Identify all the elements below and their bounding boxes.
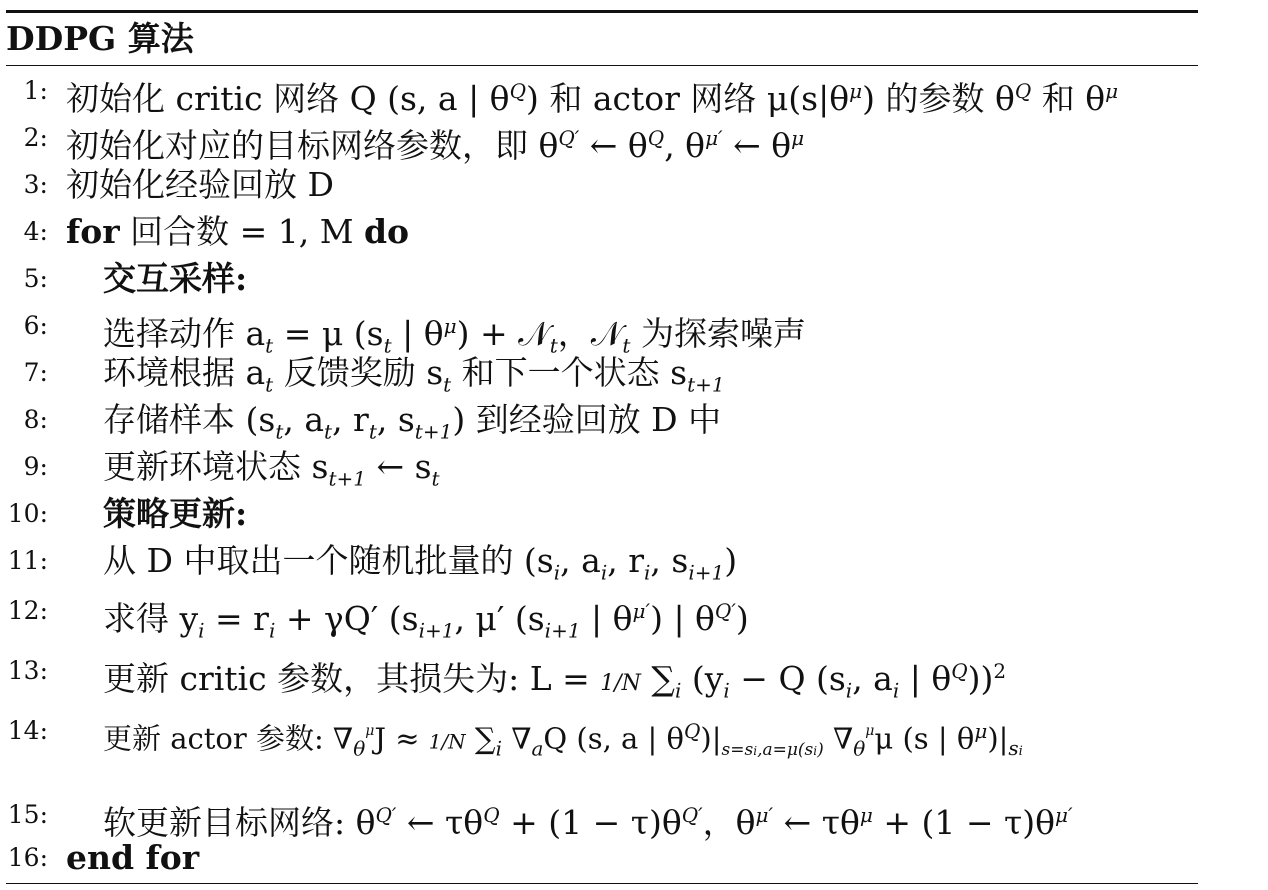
text-part: )) <box>967 659 994 698</box>
subscript: t <box>383 333 392 358</box>
subscript: i <box>553 560 561 585</box>
subscript: t <box>324 419 333 444</box>
superscript: μ <box>974 719 988 743</box>
sub-part: i <box>753 744 758 759</box>
text-part: 环境根据 a <box>103 353 266 392</box>
text-part: ，𝒩 <box>557 314 623 353</box>
line-text: 初始化经验回放 D <box>66 165 334 204</box>
text-part: μ (s | θ <box>874 721 975 756</box>
subscript: t+1 <box>687 372 725 397</box>
text-part: 更新 actor 参数: ∇ <box>103 721 354 756</box>
text-part: ) 的参数 θ <box>862 79 1015 118</box>
line-number: 6: <box>23 311 48 340</box>
superscript: μ <box>1105 79 1119 103</box>
text-part: J ≈ <box>374 721 429 756</box>
algorithm-title: DDPG 算法 <box>6 19 194 58</box>
subscript-sup: μ <box>865 723 875 739</box>
line-text <box>66 115 804 169</box>
subscript: i <box>600 560 608 585</box>
text-part: 更新环境状态 s <box>103 447 329 486</box>
line-number: 9: <box>23 452 48 481</box>
subscript: t <box>275 419 284 444</box>
line-number: 5: <box>23 264 48 293</box>
fraction: 1/N <box>600 671 641 696</box>
line-number: 4: <box>23 217 48 246</box>
text-part: ← θ <box>579 126 648 165</box>
text-part: ← τθ <box>396 803 484 842</box>
subscript: i <box>892 678 900 703</box>
text-part: ) | θ <box>650 599 715 638</box>
superscript: μ′ <box>755 803 774 827</box>
text-part: − Q (s <box>729 659 846 698</box>
superscript: μ′ <box>632 599 651 623</box>
bottom-rule <box>6 883 1198 884</box>
line-number: 12: <box>7 596 48 625</box>
section-heading: 交互采样: <box>103 259 248 298</box>
text-part: = r <box>204 599 269 638</box>
text-part: ) 和 actor 网络 μ(s|θ <box>525 79 850 118</box>
line-number: 16: <box>7 843 48 872</box>
subscript: i+1 <box>418 618 455 643</box>
text-part: , s <box>376 400 415 439</box>
line-number: 11: <box>7 546 48 575</box>
subscript-eval <box>1008 736 1022 760</box>
subscript: t+1 <box>328 466 366 491</box>
superscript: Q <box>684 719 701 743</box>
text-part: 从 D 中取出一个随机批量的 (s <box>103 541 554 580</box>
line-number: 10: <box>7 499 48 528</box>
text-part: , a <box>560 541 601 580</box>
text-part: + (1 − τ)θ <box>872 803 1055 842</box>
subscript: i <box>674 678 682 703</box>
text-part: , r <box>607 541 644 580</box>
subscript: i <box>495 736 503 761</box>
superscript: 2 <box>993 659 1007 683</box>
text-part: 求得 y <box>103 599 199 638</box>
keyword-end-for: end for <box>66 838 200 877</box>
sub-part: s=s <box>721 740 754 761</box>
superscript: Q <box>483 803 500 827</box>
superscript: Q′ <box>375 803 397 827</box>
superscript: μ <box>443 314 457 338</box>
line-text <box>103 708 1023 775</box>
sub-part: i <box>1018 744 1023 760</box>
text-part: 反馈奖励 s <box>273 353 444 392</box>
text-part: , θ <box>664 126 706 165</box>
superscript: μ′ <box>1055 803 1073 827</box>
subscript-sup: μ <box>365 723 375 739</box>
superscript: Q <box>509 79 526 103</box>
text-part: ) + 𝒩 <box>456 314 550 353</box>
text-part: , a <box>283 400 325 439</box>
text-part: ∑ <box>465 721 496 756</box>
text-part: = μ (s <box>273 314 384 353</box>
superscript: μ <box>849 79 863 103</box>
text-part: )| <box>987 721 1009 756</box>
sub-part: s <box>1008 736 1019 761</box>
text-part: + (1 − τ)θ <box>499 803 682 842</box>
keyword-for: for <box>66 212 120 251</box>
superscript: Q <box>647 126 665 150</box>
subscript: a <box>531 736 544 761</box>
superscript: μ <box>791 126 805 150</box>
line-text <box>103 538 737 596</box>
text-part: 存储样本 (s <box>103 400 276 439</box>
sub-part: ,a=μ(s <box>757 740 814 761</box>
line-text <box>66 68 1118 122</box>
fraction: 1/N <box>428 729 466 754</box>
subscript: i <box>198 618 205 643</box>
text-part: 选择动作 a <box>103 314 266 353</box>
subscript: i+1 <box>544 618 581 643</box>
algorithm-box <box>6 10 1198 886</box>
header-rule <box>6 65 1198 66</box>
top-rule <box>6 10 1198 13</box>
text-part: ) <box>724 541 738 580</box>
sub-part: i <box>813 744 818 759</box>
subscript: i <box>643 560 651 585</box>
superscript: μ <box>859 803 873 827</box>
subscript: i <box>723 678 730 703</box>
subscript: θ <box>853 736 866 761</box>
subscript: t <box>265 372 274 397</box>
text-part: (y <box>681 659 724 698</box>
text-part: | θ <box>391 314 444 353</box>
line-number: 7: <box>23 358 48 387</box>
text-part: 和下一个状态 s <box>451 353 688 392</box>
subscript: i <box>845 678 853 703</box>
subscript: i+1 <box>688 560 725 585</box>
text-part: , μ′ (s <box>454 599 545 638</box>
text-part: ← s <box>365 447 432 486</box>
line-text <box>103 588 749 654</box>
line-number: 1: <box>23 76 48 105</box>
text-part: , r <box>332 400 369 439</box>
text-part: + γQ′ (s <box>275 599 419 638</box>
line-number: 13: <box>7 656 48 685</box>
subscript: t <box>431 466 440 491</box>
subscript: t <box>265 333 274 358</box>
subscript: t <box>443 372 452 397</box>
text-part: 初始化 critic 网络 Q (s, a | θ <box>66 79 510 118</box>
text-part: ) 到经验回放 D 中 <box>452 400 722 439</box>
line-text <box>103 648 1006 714</box>
sub-part: ) <box>817 740 824 761</box>
text-part: ← τθ <box>773 803 860 842</box>
line-text <box>103 792 1073 846</box>
text-part: ，θ <box>702 803 756 842</box>
subscript-eval <box>722 740 824 760</box>
subscript: i <box>268 618 276 643</box>
text-part: Q (s, a | θ <box>543 721 685 756</box>
text-part: | θ <box>899 659 952 698</box>
text-part: 和 θ <box>1031 79 1106 118</box>
text-part: 为探索噪声 <box>630 314 806 353</box>
text-part: , s <box>650 541 689 580</box>
text-part: , a <box>852 659 893 698</box>
line-number: 15: <box>7 800 48 829</box>
superscript: Q <box>1014 79 1032 103</box>
text-part: ∇ <box>823 721 854 756</box>
text-part: 更新 critic 参数，其损失为: L = <box>103 659 601 698</box>
superscript: Q′ <box>714 599 736 623</box>
text-part: ∇ <box>502 721 532 756</box>
superscript: μ′ <box>705 126 723 150</box>
line-number: 2: <box>23 123 48 152</box>
subscript: t <box>549 333 558 358</box>
text-part: ∑ <box>640 659 675 698</box>
line-text <box>66 209 409 255</box>
line-number: 3: <box>23 170 48 199</box>
text-part: ← θ <box>722 126 792 165</box>
text-part: 软更新目标网络: θ <box>103 803 376 842</box>
text-part: ) <box>735 599 749 638</box>
subscript: t <box>622 333 631 358</box>
superscript: Q <box>951 659 968 683</box>
subscript: θ <box>353 736 366 761</box>
line-number: 14: <box>7 716 48 745</box>
line-number: 8: <box>23 405 48 434</box>
superscript: Q′ <box>681 803 703 827</box>
text-part: | θ <box>580 599 633 638</box>
keyword-do: do <box>363 212 410 251</box>
subscript: t <box>368 419 377 444</box>
text-part: 回合数 = 1, M <box>119 212 364 251</box>
text-part: )| <box>700 721 722 756</box>
section-heading: 策略更新: <box>103 494 248 533</box>
subscript: t+1 <box>414 419 453 444</box>
text-part: 初始化对应的目标网络参数，即 θ <box>66 126 559 165</box>
superscript: Q′ <box>558 126 580 150</box>
